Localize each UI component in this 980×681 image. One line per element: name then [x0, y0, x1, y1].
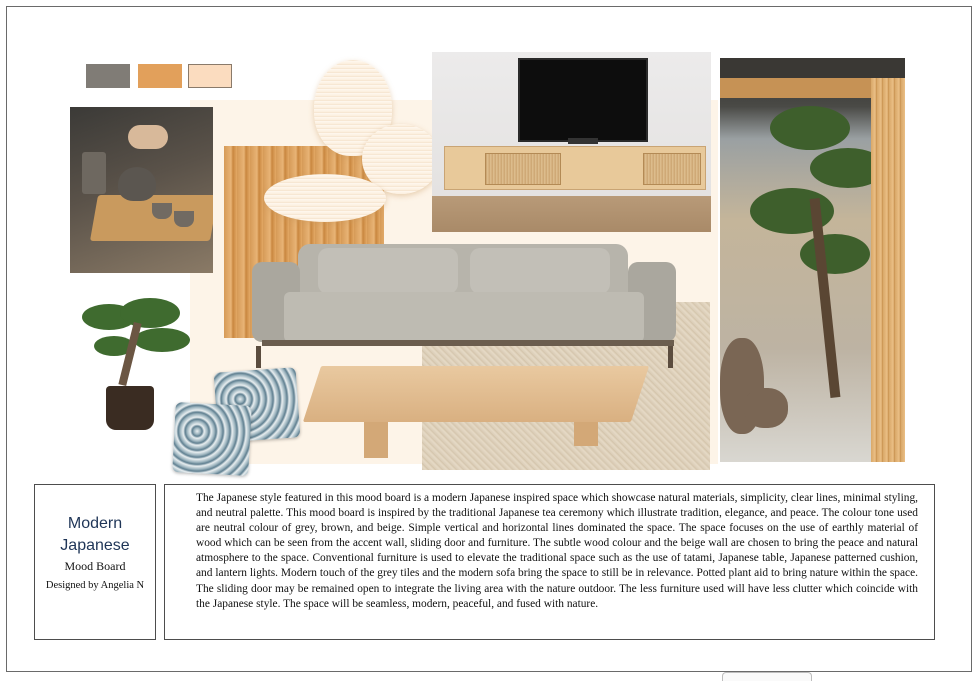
sofa-seat	[284, 292, 644, 342]
tea-ceremony-photo	[70, 107, 213, 273]
sofa-back-cushion	[318, 248, 458, 294]
japanese-garden-photo	[720, 58, 905, 462]
board-title-line2: Japanese	[60, 537, 130, 554]
description-box	[164, 484, 935, 640]
designer-credit: Designed by Angelia N	[45, 580, 145, 591]
bottom-tab-stub	[722, 672, 812, 681]
sofa-back-cushion	[470, 248, 610, 294]
lantern-light-saucer	[264, 174, 386, 222]
title-card	[34, 484, 156, 640]
description-text: The Japanese style featured in this mood board is a modern Japanese inspired space which showcase natural materials, simplicity, clear lines, minimal styling, and neutral palette. This mood board is inspired by the traditional Japanese tea ceremony which illustrate tradition, elegance, and peace. The colour tone used are neutral colour of grey, brown, and beige. Simple vertical and horizontal lines dominated the space. The space focuses on the use of earthly material of wood which can be seen from the accent wall, sliding door and furniture. The subtle wood colour and the beige wall are chosen to bring the peace and natural atmosphere to the space. Conventional furniture is used to elevate the traditional space such as the use of tatami, Japanese table, Japanese patterned cushion, and lantern lights. Modern touch of the grey tiles and the modern sofa bring the space to still be in relevance. Potted plant aid to bring nature within the space. The sliding door may be remained open to integrate the living area with the nature outdoor. The less furniture used will have less clutter which coincide with the Japanese style. The space will be seamless, modern, peaceful, and fused with nature.	[196, 492, 918, 610]
table-leg-left	[364, 418, 388, 458]
rattan-tv-console	[444, 146, 706, 190]
japanese-low-table	[303, 366, 649, 422]
television	[518, 58, 648, 142]
tv-console-photo	[432, 52, 711, 232]
color-swatch-orange	[138, 64, 182, 88]
color-swatch-beige	[188, 64, 232, 88]
color-swatch-grey	[86, 64, 130, 88]
board-title-line1: Modern	[67, 515, 123, 532]
bonsai-pot	[106, 386, 154, 430]
patterned-cushion-front	[172, 402, 252, 476]
sofa-base	[262, 340, 674, 346]
board-subtitle: Mood Board	[64, 559, 126, 573]
